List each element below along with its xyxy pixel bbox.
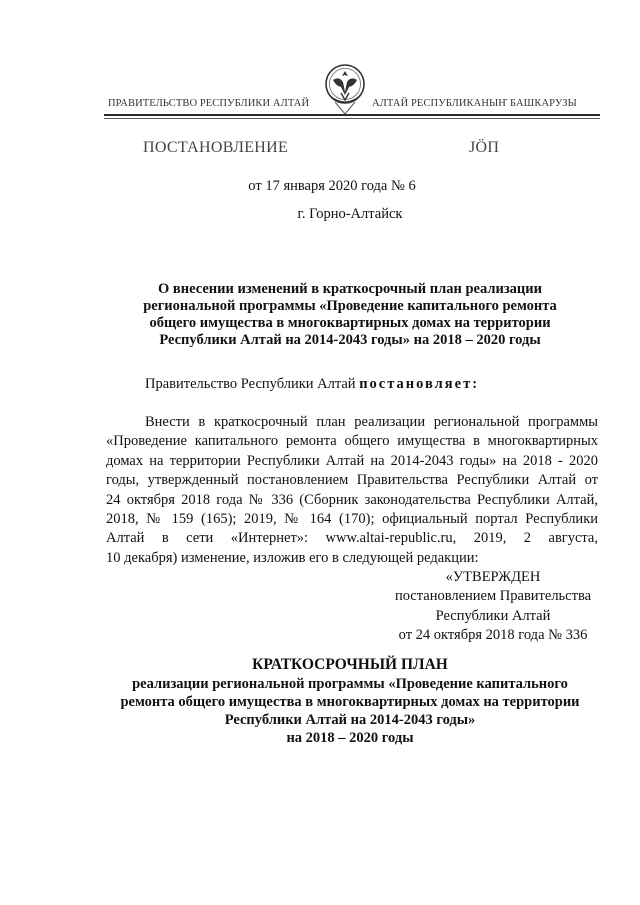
body-line: «Проведение капитального ремонта общего имущества в многоквартирных <box>106 433 598 450</box>
title-line: региональной программы «Проведение капитального ремонта <box>143 298 557 314</box>
title-line: общего имущества в многоквартирных домах на территории <box>149 315 551 331</box>
resolution-body <box>106 413 598 568</box>
plan-subtitle-line: ремонта общего имущества в многоквартирных домах на территории <box>120 694 580 710</box>
body-line: домах на территории Республики Алтай на 2014-2043 годы» на 2018 - 2020 <box>106 452 598 469</box>
gov-name-russian: ПРАВИТЕЛЬСТВО РЕСПУБЛИКИ АЛТАЙ <box>108 98 310 109</box>
document-title <box>100 281 600 349</box>
plan-heading <box>100 656 600 747</box>
header-rule-thin <box>104 118 600 119</box>
resolution-intro <box>145 376 479 393</box>
plan-title: КРАТКОСРОЧНЫЙ ПЛАН <box>252 656 448 673</box>
plan-subtitle-line: на 2018 – 2020 годы <box>286 730 414 746</box>
intro-prefix: Правительство Республики Алтай <box>145 376 356 392</box>
header-rule-thick <box>104 114 600 116</box>
intro-action: постановляет: <box>359 376 480 392</box>
plan-subtitle-line: реализации региональной программы «Проведение капитального <box>132 676 568 692</box>
body-line: Внести в краткосрочный план реализации региональной программы <box>145 414 598 430</box>
document-date: от 17 января 2020 года № 6 <box>248 178 416 194</box>
body-line: Алтай в сети «Интернет»: www.altai-republic.ru, 2019, 2 августа, <box>106 530 598 547</box>
body-line: 2018, № 159 (165); 2019, № 164 (170); официальный портал Республики <box>106 510 598 527</box>
approval-line: «УТВЕРЖДЕН <box>445 569 541 585</box>
title-line: О внесении изменений в краткосрочный план реализации <box>158 281 542 297</box>
approval-line: постановлением Правительства <box>394 588 592 605</box>
plan-subtitle-line: Республики Алтай на 2014-2043 годы» <box>224 712 476 728</box>
gov-name-altai: АЛТАЙ РЕСПУБЛИКАНЫҤ БАШКАРУЗЫ <box>372 98 577 109</box>
document-city: г. Горно-Алтайск <box>297 206 403 222</box>
approval-line: от 24 октября 2018 года № 336 <box>398 627 588 644</box>
body-line: 10 декабря) изменение, изложив его в следующей редакции: <box>106 549 479 566</box>
doc-type-russian: ПОСТАНОВЛЕНИЕ <box>143 139 289 156</box>
approval-line: Республики Алтай <box>435 607 551 624</box>
body-line: годы, утвержденный постановлением Правительства Республики Алтай от <box>106 472 598 489</box>
title-line: Республики Алтай на 2014-2043 годы» на 2018 – 2020 годы <box>159 332 541 348</box>
doc-type-altai: JÖП <box>469 139 500 156</box>
approval-stamp <box>388 568 598 646</box>
altai-republic-emblem-icon <box>321 62 369 118</box>
body-line: 24 октября 2018 года № 336 (Сборник законодательства Республики Алтай, <box>106 491 598 508</box>
